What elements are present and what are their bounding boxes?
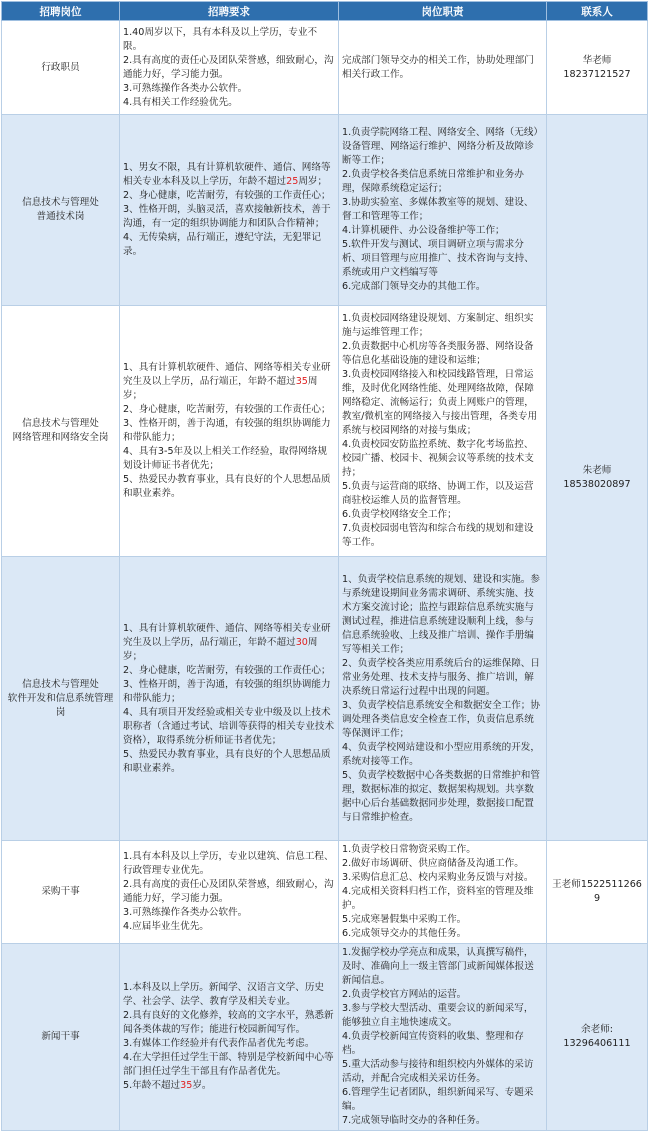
highlight-number: 35 [295, 376, 308, 387]
cell-line: 余老师: [580, 1024, 613, 1035]
cell-line: 1.负责校园网络建设规划、方案制定、组织实施与运维管理工作； [342, 313, 534, 338]
cell-line: 5、热爱民办教育事业，具有良好的个人思想品质和职业素养。 [123, 748, 331, 774]
header-position: 招聘岗位 [2, 2, 120, 21]
cell-line: 2.负责学校官方网站的运营。 [342, 989, 467, 1000]
header-contact: 联系人 [547, 2, 648, 21]
cell-line: 行政职员 [41, 61, 80, 73]
cell-line: 1、负责学校信息系统的规划、建设和实施。参与系统建设期间业务需求调研、系统实施、技术方案交流讨论；监控与跟踪信息系统实施与测试过程，推进信息系统建设顺利上线，参与信息系统验收、上线及推广培训、操作手册编写等相关工作； [342, 573, 540, 655]
position-cell [2, 306, 120, 557]
cell-line: 7.负责校园弱电管沟和综合布线的规划和建设等工作。 [342, 523, 534, 548]
cell-line: 信息技术与管理处 [22, 418, 99, 429]
contact-cell [547, 21, 648, 115]
cell-line: 新闻干事 [41, 1031, 80, 1042]
cell-line: 6.负责学校网络安全工作； [342, 509, 457, 520]
cell-line: 6.管理学生记者团队，组织新闻采写、专题采编。 [342, 1087, 534, 1112]
cell-line: 4.负责校园安防监控系统、数字化考场监控、校园广播、校园卡、视频会议等系统的技术支持； [342, 439, 534, 478]
recruitment-table [1, 1, 648, 1131]
cell-line: 3.有媒体工作经验并有代表作品者优先考虑。 [123, 1038, 315, 1049]
cell-line: 4.完成相关资料归档工作，资料室的管理及维护。 [342, 886, 534, 911]
cell-line: 18237121527 [563, 68, 631, 80]
highlight-number: 25 [286, 176, 299, 187]
cell-line: 网络管理和网络安全岗 [12, 432, 109, 443]
cell-line: 5、负责学校数据中心各类数据的日常维护和管理，数据标准的拟定、数据架构规划。共享数据中心后台基础数据同步处理，数据接口配置与日常维护检查。 [342, 769, 540, 823]
header-row [2, 2, 648, 21]
cell-line: 3.采购信息汇总、校内采购业务反馈与对接。 [342, 872, 534, 883]
cell-line: 3、负责学校信息系统安全和数据安全工作；协调处理各类信息安全检查工作，负责信息系统等保测评工作； [342, 699, 540, 739]
table-row [2, 115, 648, 306]
cell-line: 2.负责数据中心机房等各类服务器、网络设备等信息化基础设施的建设和运维； [342, 341, 534, 366]
requirements-cell [120, 115, 339, 306]
cell-line: 4.具有相关工作经验优先。 [123, 96, 238, 108]
cell-line: 18538020897 [563, 478, 631, 490]
cell-line: 2、身心健康，吃苦耐劳，有较强的工作责任心； [123, 190, 331, 201]
duties-cell [339, 841, 547, 944]
cell-line: 3、性格开朗，善于沟通，有较强的组织协调能力和带队能力； [123, 678, 331, 704]
duties-cell [339, 557, 547, 841]
requirements-cell [120, 21, 339, 115]
cell-line: 2.具有高度的责任心及团队荣誉感，细致耐心，沟通能力好，学习能力强。 [123, 879, 334, 904]
cell-line: 3、性格开朗，头脑灵活，喜欢接触新技术，善于沟通，有一定的组织协调能力和团队合作精神； [123, 204, 331, 229]
requirements-cell [120, 841, 339, 944]
cell-line: 5.软件开发与测试、项目调研立项与需求分析、项目管理与应用推广、技术咨询与支持、系统或用户文档编写等 [342, 239, 534, 278]
cell-line: 华老师 [582, 54, 612, 66]
position-cell [2, 841, 120, 944]
cell-line: 1.本科及以上学历。新闻学、汉语言文学、历史学、社会学、法学、教育学及相关专业。 [123, 982, 325, 1007]
cell-line: 1、男女不限，具有计算机软硬件、通信、网络等相关专业本科及以上学历，年龄不超过25周岁； [123, 162, 331, 187]
cell-line: 3.协助实验室、多媒体教室等的规划、建设、督工和管理等工作； [342, 197, 534, 222]
table-row [2, 21, 648, 115]
cell-line: 信息技术与管理处 [22, 678, 99, 690]
header-duties: 岗位职责 [339, 2, 547, 21]
cell-line: 1、具有计算机软硬件、通信、网络等相关专业研究生及以上学历，品行端正，年龄不超过35周岁； [123, 362, 331, 401]
duties-cell [339, 115, 547, 306]
highlight-number: 30 [295, 636, 308, 648]
contact-cell [547, 841, 648, 944]
cell-line: 1.负责学校日常物资采购工作。 [342, 844, 476, 855]
cell-line: 4、具有3-5年及以上相关工作经验，取得网络规划设计师证书者优先； [123, 446, 328, 471]
cell-line: 5.重大活动参与接待和组织校内外媒体的采访活动，并配合完成相关采访任务。 [342, 1059, 534, 1084]
cell-line: 2.做好市场调研、供应商储备及沟通工作。 [342, 858, 524, 869]
cell-line: 4.负责学校新闻宣传资料的收集、整理和存档。 [342, 1031, 524, 1056]
cell-line: 1、具有计算机软硬件、通信、网络等相关专业研究生及以上学历，品行端正，年龄不超过30周岁； [123, 622, 331, 662]
cell-line: 2、身心健康，吃苦耐劳，有较强的工作责任心； [123, 404, 331, 415]
cell-line: 4.在大学担任过学生干部、特别是学校新闻中心等部门担任过学生干部且有作品者优先。 [123, 1052, 334, 1077]
cell-line: 1.负责学院网络工程、网络安全、网络（无线）设备管理、网络运行维护、网络分析及故障诊断等工作； [342, 127, 539, 166]
cell-line: 信息技术与管理处 [22, 197, 99, 208]
cell-line: 2.负责学校各类信息系统日常维护和业务办理，保障系统稳定运行； [342, 169, 524, 194]
contact-cell-merged [547, 115, 648, 841]
cell-line: 4、负责学校网站建设和小型应用系统的开发，系统对接等工作。 [342, 741, 540, 767]
cell-line: 3.可熟练操作各类办公软件。 [123, 907, 248, 918]
cell-line: 软件开发和信息系统管理岗 [7, 692, 114, 718]
cell-line: 3、性格开朗，善于沟通，有较强的组织协调能力和带队能力； [123, 418, 331, 443]
duties-cell [339, 306, 547, 557]
cell-line: 完成部门领导交办的相关工作，协助处理部门相关行政工作。 [342, 54, 534, 80]
cell-line: 4.计算机硬件、办公设备维护等工作； [342, 225, 505, 236]
cell-line: 3.负责校园网络接入和校园线路管理，日常运维，及时优化网络性能、处理网络故障，保障网络稳定、流畅运行；负责上网账户的管理，教室/微机室的网络接入与接出管理，各类专用系统与校园网络的对接与集成； [342, 369, 538, 436]
cell-line: 2.具有高度的责任心及团队荣誉感，细致耐心，沟通能力好，学习能力强。 [123, 54, 334, 80]
highlight-number: 35 [180, 1080, 193, 1091]
cell-line: 1.具有本科及以上学历，专业以建筑、信息工程、行政管理专业优先。 [123, 851, 334, 876]
cell-line: 6.完成部门领导交办的其他工作。 [342, 281, 486, 292]
table-row [2, 841, 648, 944]
cell-line: 5.年龄不超过35岁。 [123, 1080, 212, 1091]
position-cell [2, 557, 120, 841]
requirements-cell [120, 557, 339, 841]
contact-cell [547, 944, 648, 1131]
cell-line: 13296406111 [563, 1038, 631, 1049]
cell-line: 1.发掘学校办学亮点和成果，认真撰写稿件，及时、准确向上一级主管部门或新闻媒体报送新闻信息。 [342, 947, 534, 986]
cell-line: 4、无传染病，品行端正，遵纪守法，无犯罪记录。 [123, 232, 321, 257]
cell-line: 5.负责与运营商的联络、协调工作，以及运营商驻校运维人员的监督管理。 [342, 481, 534, 506]
cell-line: 2、负责学校各类应用系统后台的运维保障、日常业务处理、技术支持与服务、推广培训，解决系统日常运行过程中出现的问题。 [342, 657, 540, 697]
cell-line: 5.完成寒暑假集中采购工作。 [342, 914, 467, 925]
duties-cell [339, 21, 547, 115]
table-row [2, 944, 648, 1131]
cell-line: 4、具有项目开发经验或相关专业中级及以上技术职称者（含通过考试、培训等获得的相关专业技术资格），取得系统分析师证书者优先； [123, 706, 335, 746]
duties-cell [339, 944, 547, 1131]
cell-line: 7.完成领导临时交办的各种任务。 [342, 1115, 486, 1126]
cell-line: 5、热爱民办教育事业，具有良好的个人思想品质和职业素养。 [123, 474, 331, 499]
cell-line: 2、身心健康，吃苦耐劳，有较强的工作责任心； [123, 664, 331, 676]
position-cell [2, 115, 120, 306]
cell-line: 2.具有良好的文化修养，较高的文字水平，熟悉新闻各类体裁的写作；能进行校园新闻写作。 [123, 1010, 334, 1035]
cell-line: 4.应届毕业生优先。 [123, 921, 209, 932]
cell-line: 普通技术岗 [36, 211, 85, 222]
position-cell [2, 944, 120, 1131]
cell-line: 采购干事 [41, 886, 80, 897]
cell-line: 3.参与学校大型活动、重要会议的新闻采写，能够独立自主地快速成文。 [342, 1003, 534, 1028]
header-requirements: 招聘要求 [120, 2, 339, 21]
cell-line: 1.40周岁以下，具有本科及以上学历，专业不限。 [123, 26, 318, 52]
cell-line: 王老师15225112669 [552, 879, 642, 904]
cell-line: 6.完成领导交办的其他任务。 [342, 928, 467, 939]
cell-line: 朱老师 [582, 464, 612, 476]
requirements-cell [120, 944, 339, 1131]
cell-line: 3.可熟练操作各类办公软件。 [123, 82, 248, 94]
requirements-cell [120, 306, 339, 557]
position-cell [2, 21, 120, 115]
